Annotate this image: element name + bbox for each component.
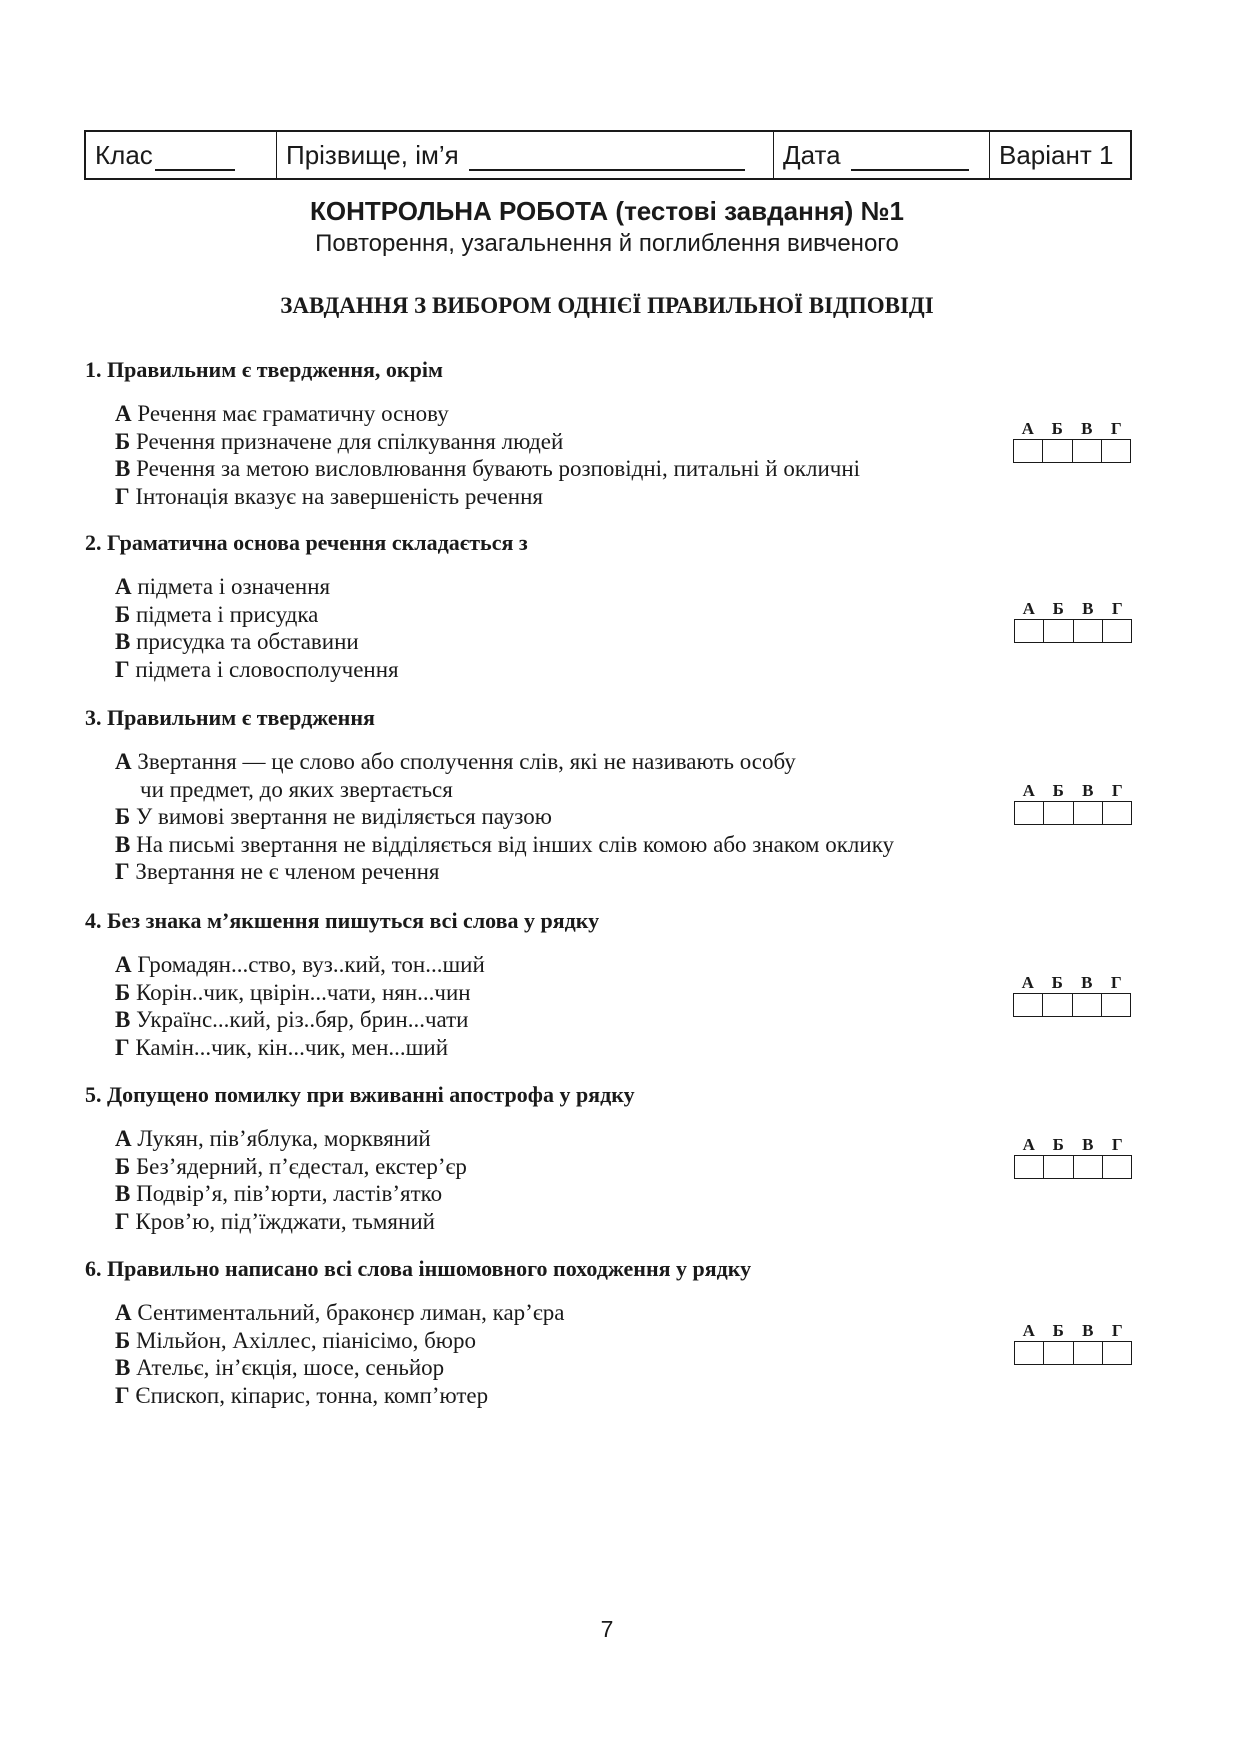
answer-box-d[interactable] xyxy=(1103,1342,1131,1364)
answer-box-c[interactable] xyxy=(1073,994,1102,1016)
answer-labels: А Б В Г xyxy=(1022,1135,1123,1154)
answer-box-c[interactable] xyxy=(1074,620,1103,642)
option-c: В На письмі звертання не відділяється від інших слів комою або знаком оклику xyxy=(115,831,895,857)
question-2 xyxy=(85,529,1145,683)
answer-box-a[interactable] xyxy=(1014,440,1043,462)
option-c: В присудка та обставини xyxy=(115,629,359,655)
option-d: Г Звертання не є членом речення xyxy=(115,859,440,885)
option-c: В Подвір’я, пів’юрти, ластів’ятко xyxy=(115,1181,443,1207)
answer-labels: А Б В Г xyxy=(1022,781,1123,800)
answer-box-b[interactable] xyxy=(1044,1342,1073,1364)
page-number: 7 xyxy=(600,1616,614,1642)
answer-box-b[interactable] xyxy=(1044,802,1073,824)
answer-box-a[interactable] xyxy=(1015,802,1044,824)
question-3 xyxy=(85,704,1145,886)
page-subtitle: Повторення, узагальнення й поглиблення вивченого xyxy=(315,230,899,257)
option-c: В Речення за метою висловлювання бувають розповідні, питальні й окличні xyxy=(115,456,861,482)
option-a: А Звертання — це слово або сполучення слів, які не називають особу чи предмет, до яких звертається xyxy=(115,749,796,802)
option-a: А підмета і означення xyxy=(115,574,331,599)
answer-box-d[interactable] xyxy=(1102,994,1130,1016)
question-text: 1. Правильним є твердження, окрім xyxy=(85,357,443,382)
date-blank-line xyxy=(851,151,969,171)
answer-labels: А Б В Г xyxy=(1021,419,1122,438)
option-a: А Громадян...ство, вуз..кий, тон...ший xyxy=(115,952,485,977)
option-d: Г підмета і словосполучення xyxy=(115,656,399,682)
name-blank-line xyxy=(469,151,745,171)
question-text: 6. Правильно написано всі слова іншомовного походження у рядку xyxy=(85,1256,752,1281)
options-list xyxy=(115,1125,1145,1235)
option-a: А Лукян, пів’яблука, морквяний xyxy=(115,1126,431,1151)
answer-box-a[interactable] xyxy=(1015,1156,1044,1178)
options-list xyxy=(115,1299,1145,1409)
answer-box-b[interactable] xyxy=(1044,620,1073,642)
answer-box-c[interactable] xyxy=(1074,1342,1103,1364)
question-6 xyxy=(85,1255,1145,1409)
answer-labels: А Б В Г xyxy=(1022,1321,1123,1340)
option-b: Б Корін..чик, цвірін...чати, нян...чин xyxy=(115,979,471,1005)
option-d: Г Єпископ, кіпарис, тонна, комп’ютер xyxy=(115,1382,489,1408)
option-a: А Сентиментальний, браконєр лиман, кар’єра xyxy=(115,1300,565,1325)
class-blank-line xyxy=(155,151,235,171)
question-text: 3. Правильним є твердження xyxy=(85,705,375,730)
answer-box-d[interactable] xyxy=(1103,1156,1131,1178)
option-b: Б підмета і присудка xyxy=(115,601,319,627)
answer-grid-5 xyxy=(1014,1135,1132,1179)
question-text: 4. Без знака м’якшення пишуться всі слова у рядку xyxy=(85,908,600,933)
answer-grid-1 xyxy=(1013,419,1131,463)
answer-box-a[interactable] xyxy=(1015,620,1044,642)
answer-labels: А Б В Г xyxy=(1021,973,1122,992)
answer-box-a[interactable] xyxy=(1014,994,1043,1016)
option-c: В Українс...кий, різ..бяр, брин...чати xyxy=(115,1007,469,1033)
options-list xyxy=(115,748,1145,886)
option-c: В Ательє, ін’єкція, шосе, сеньйор xyxy=(115,1355,445,1381)
answer-grid-3 xyxy=(1014,781,1132,825)
class-cell xyxy=(86,132,277,178)
date-cell xyxy=(774,132,990,178)
option-d: Г Кров’ю, під’їжджати, тьмяний xyxy=(115,1208,435,1234)
answer-labels: А Б В Г xyxy=(1022,599,1123,618)
question-4 xyxy=(85,907,1145,1061)
options-list xyxy=(115,951,1145,1061)
answer-box-c[interactable] xyxy=(1074,802,1103,824)
answer-box-b[interactable] xyxy=(1044,1156,1073,1178)
option-b: Б У вимові звертання не виділяється паузою xyxy=(115,804,552,830)
question-text: 2. Граматична основа речення складається з xyxy=(85,530,528,555)
answer-box-d[interactable] xyxy=(1103,802,1131,824)
answer-box-b[interactable] xyxy=(1043,994,1072,1016)
section-title: ЗАВДАННЯ З ВИБОРОМ ОДНІЄЇ ПРАВИЛЬНОЇ ВІДПОВІДІ xyxy=(280,293,934,318)
option-b: Б Без’ядерний, п’єдестал, екстер’єр xyxy=(115,1153,467,1179)
answer-box-d[interactable] xyxy=(1102,440,1130,462)
question-5 xyxy=(85,1081,1145,1235)
answer-box-d[interactable] xyxy=(1103,620,1131,642)
name-cell xyxy=(277,132,774,178)
options-list xyxy=(115,573,1145,683)
date-label: Дата xyxy=(783,139,841,170)
answer-box-c[interactable] xyxy=(1073,440,1102,462)
answer-grid-2 xyxy=(1014,599,1132,643)
answer-box-b[interactable] xyxy=(1043,440,1072,462)
option-b: Б Речення призначене для спілкування людей xyxy=(115,428,564,454)
option-d: Г Інтонація вказує на завершеність речення xyxy=(115,483,543,509)
class-label: Клас xyxy=(95,139,153,170)
option-d: Г Камін...чик, кін...чик, мен...ший xyxy=(115,1034,449,1060)
header-table xyxy=(84,130,1132,180)
option-b: Б Мільйон, Ахіллес, піанісімо, бюро xyxy=(115,1327,476,1353)
option-a: А Речення має граматичну основу xyxy=(115,401,449,426)
answer-box-a[interactable] xyxy=(1015,1342,1044,1364)
name-label: Прізвище, ім’я xyxy=(286,139,459,170)
question-text: 5. Допущено помилку при вживанні апострофа у рядку xyxy=(85,1082,635,1107)
answer-grid-6 xyxy=(1014,1321,1132,1365)
variant-cell xyxy=(990,132,1130,178)
variant-label: Варіант 1 xyxy=(999,139,1114,170)
options-list xyxy=(115,400,1145,510)
page-title: КОНТРОЛЬНА РОБОТА (тестові завдання) №1 xyxy=(310,196,904,226)
question-1 xyxy=(85,356,1145,510)
answer-box-c[interactable] xyxy=(1074,1156,1103,1178)
answer-grid-4 xyxy=(1013,973,1131,1017)
